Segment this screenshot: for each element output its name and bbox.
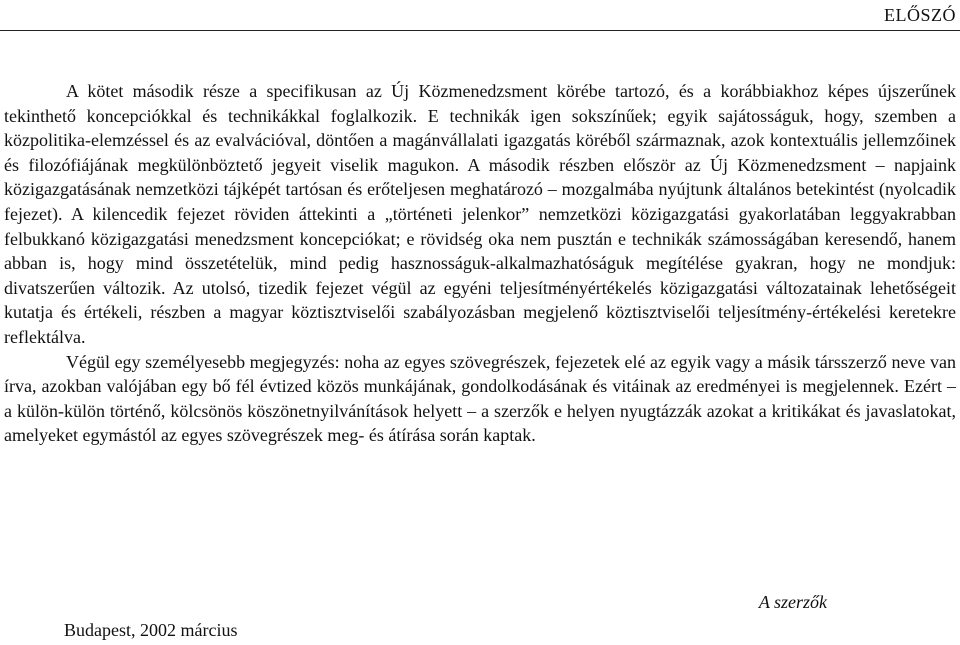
author-signature: A szerzők <box>758 592 827 612</box>
chapter-title: ELŐSZÓ <box>884 5 956 25</box>
paragraph-2: Végül egy személyesebb megjegyzés: noha az egyes szövegrészek, fejezetek elé az egyik vagy a másik társszerző neve van írva, azokban valójában egy bő fél évtized közös munkájának, gondolkodásának és vitáinak az eredményei is megjelennek. Ezért – a külön-külön történő, kölcsönös köszönetnyilvánítások helyett – a szerzők e helyen nyugtázzák azokat a kritikákat és javaslatokat, amelyeket egymástól az egyes szövegrészek meg- és átírása során kaptak. <box>4 351 956 446</box>
running-header <box>0 5 960 31</box>
preface-text <box>4 79 956 448</box>
dateline: Budapest, 2002 március <box>64 620 238 640</box>
paragraph-1: A kötet második része a specifikusan az Új Közmenedzsment körébe tartozó, és a korábbiakhoz képes újszerűnek tekinthető koncepciókkal és technikákkal foglalkozik. E technikák igen sokszínűek; egyik sajátosságuk, hogy, szemben a közpolitika-elemzéssel és az evalvációval, döntően a magánvállalati igazgatás köréből származnak, azok kontextuális jellemzőinek és filozófiájának megkülönböztető jegyeit viselik magukon. A második részben először az Új Közmenedzsment – napjaink közigazgatásának nemzetközi tájképét tartósan és erőteljesen meghatározó – mozgalmába nyújtunk általános betekintést (nyolcadik fejezet). A kilencedik fejezet röviden áttekinti a „történeti jelenkor” nemzetközi közigazgatási gyakorlatában leggyakrabban felbukkanó közigazgatási menedzsment koncepciókat; e rövidség oka nem pusztán e technikák számosságában keresendő, hanem abban is, hogy mind összetételük, mind pedig hasznosságuk-alkalmazhatóságuk megítélése gyakran, hogy ne mondjuk: divatszerűen változik. Az utolsó, tizedik fejezet végül az egyéni teljesítményértékelés közigazgatási változatainak lehetőségeit kutatja és értékeli, részben a magyar köztisztviselői szabályozásban megjelenő köztisztviselői teljesítmény-értékelési keretekre reflektálva. <box>4 81 956 347</box>
